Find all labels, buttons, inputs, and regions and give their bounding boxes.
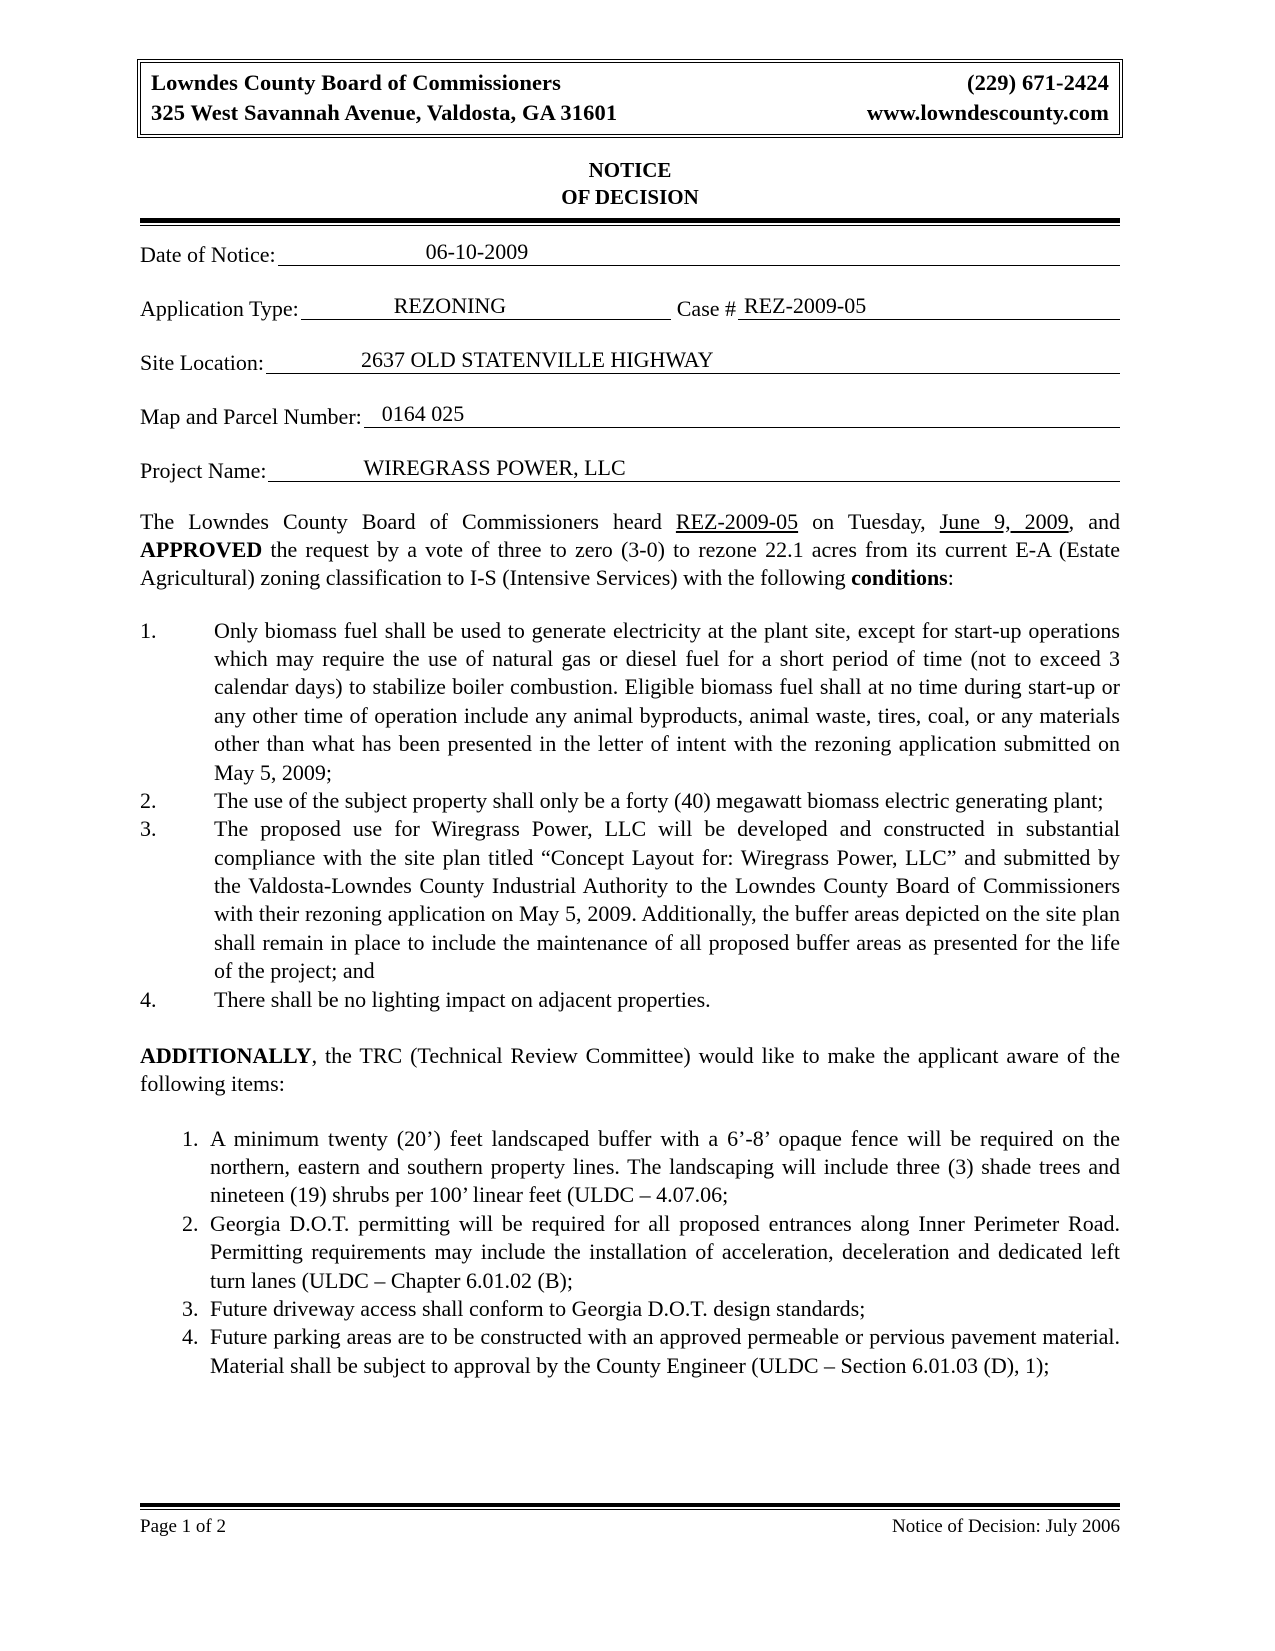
list-item-text: Future parking areas are to be constructed with an approved permeable or pervious pavement material. Material shall be subject to approval by the County Engineer (ULDC – Section 6.01.03 (D), 1); xyxy=(210,1324,1120,1378)
list-item xyxy=(140,787,1120,815)
list-item-number: 4. xyxy=(140,986,157,1012)
field-map-parcel-number xyxy=(140,400,1120,428)
application-type-field[interactable] xyxy=(301,292,671,320)
trc-items-list xyxy=(140,1125,1120,1380)
decision-conditions-word: conditions xyxy=(851,565,948,591)
list-item-text: There shall be no lighting impact on adjacent properties. xyxy=(214,986,711,1012)
title-line-1: NOTICE xyxy=(588,157,672,182)
date-of-notice-label: Date of Notice: xyxy=(140,241,276,267)
footer-divider xyxy=(140,1503,1120,1510)
additionally-paragraph xyxy=(140,1042,1120,1099)
list-item xyxy=(140,617,1120,787)
footer-row xyxy=(140,1516,1120,1539)
decision-text-e: : xyxy=(947,565,954,591)
case-number-value: REZ-2009-05 xyxy=(744,292,867,318)
letterhead-row-1 xyxy=(151,68,1109,98)
field-project-name xyxy=(140,454,1120,482)
application-type-value: REZONING xyxy=(393,292,507,318)
decision-case-number: REZ-2009-05 xyxy=(675,508,799,534)
form-revision: Notice of Decision: July 2006 xyxy=(892,1516,1120,1538)
list-item-text: A minimum twenty (20’) feet landscaped buffer with a 6’-8’ opaque fence will be required on the northern, eastern and southern property lines. The landscaping will include three (3) shade trees and nineteen (19) shrubs per 100’ linear feet (ULDC – 4.07.06; xyxy=(210,1125,1120,1208)
conditions-list xyxy=(140,617,1120,1014)
site-location-label: Site Location: xyxy=(140,349,265,375)
additionally-text: , the TRC (Technical Review Committee) would like to make the applicant aware of the following items: xyxy=(140,1042,1120,1097)
field-date-of-notice xyxy=(140,238,1120,266)
organization-name: Lowndes County Board of Commissioners xyxy=(151,70,561,95)
list-item-number: 3. xyxy=(182,1295,199,1321)
decision-text-d: the request by a vote of three to zero (3-0) to rezone 22.1 acres from its current E-A (Estate Agricultural) zoning classification to I-S (Intensive Services) with the following xyxy=(140,536,1120,591)
list-item xyxy=(140,1323,1120,1380)
decision-text-b: on Tuesday, xyxy=(798,508,940,534)
list-item xyxy=(140,815,1120,985)
letterhead-row-2 xyxy=(151,98,1109,128)
list-item-text: Future driveway access shall conform to Georgia D.O.T. design standards; xyxy=(210,1295,866,1321)
page-title xyxy=(140,157,1120,211)
list-item-number: 2. xyxy=(140,787,157,813)
project-name-value: WIREGRASS POWER, LLC xyxy=(363,454,626,480)
page-footer xyxy=(140,1503,1120,1539)
map-parcel-field[interactable] xyxy=(364,400,1120,428)
office-address: 325 West Savannah Avenue, Valdosta, GA 31601 xyxy=(151,99,618,125)
decision-text-a: The Lowndes County Board of Commissioners heard xyxy=(140,508,676,534)
list-item xyxy=(140,986,1120,1014)
field-application-type xyxy=(140,292,1120,320)
application-type-label: Application Type: xyxy=(140,295,299,321)
project-name-label: Project Name: xyxy=(140,457,267,483)
decision-status: APPROVED xyxy=(140,536,263,562)
decision-paragraph xyxy=(140,508,1120,593)
decision-hearing-date: June 9, 2009 xyxy=(939,508,1069,534)
website-url[interactable]: www.lowndescounty.com xyxy=(866,99,1109,125)
map-parcel-label: Map and Parcel Number: xyxy=(140,403,362,429)
list-item-number: 1. xyxy=(140,617,157,643)
letterhead-box xyxy=(140,62,1120,135)
list-item-text: The proposed use for Wiregrass Power, LLC will be developed and constructed in substantial compliance with the site plan titled “Concept Layout for: Wiregrass Power, LLC” and submitted by the Valdosta-Lowndes County Industrial Authority to the Lowndes County Board of Commissioners with their rezoning application on May 5, 2009. Additionally, the buffer areas depicted on the site plan shall remain in place to include the maintenance of all proposed buffer areas as presented for the life of the project; and xyxy=(214,816,1120,984)
list-item-number: 2. xyxy=(182,1210,199,1236)
field-site-location xyxy=(140,346,1120,374)
case-number-field[interactable] xyxy=(738,292,1120,320)
list-item-text: Georgia D.O.T. permitting will be required for all proposed entrances along Inner Perimeter Road. Permitting requirements may include the installation of acceleration, deceleration and dedicated left turn lanes (ULDC – Chapter 6.01.02 (B); xyxy=(210,1210,1120,1293)
additionally-keyword: ADDITIONALLY xyxy=(140,1042,312,1068)
date-of-notice-value: 06-10-2009 xyxy=(425,238,529,264)
page-number: Page 1 of 2 xyxy=(140,1516,227,1538)
site-location-field[interactable] xyxy=(266,346,1120,374)
list-item-number: 1. xyxy=(182,1125,199,1151)
list-item xyxy=(140,1295,1120,1323)
decision-text-c: , and xyxy=(1068,508,1120,534)
list-item-text: The use of the subject property shall only be a forty (40) megawatt biomass electric generating plant; xyxy=(214,787,1104,813)
date-of-notice-field[interactable] xyxy=(278,238,1120,266)
project-name-field[interactable] xyxy=(268,454,1120,482)
list-item xyxy=(140,1210,1120,1295)
title-line-2: OF DECISION xyxy=(561,184,699,209)
map-parcel-value: 0164 025 xyxy=(381,400,465,426)
form-fields xyxy=(140,238,1120,482)
phone-number: (229) 671-2424 xyxy=(966,70,1109,95)
case-number-label: Case # xyxy=(676,295,737,321)
list-item-text: Only biomass fuel shall be used to generate electricity at the plant site, except for start-up operations which may require the use of natural gas or diesel fuel for a short period of time (not to exceed 3 calendar days) to stabilize boiler combustion. Eligible biomass fuel shall at no time during start-up or any other time of operation include any animal byproducts, animal waste, tires, coal, or any materials other than what has been presented in the letter of intent with the rezoning application submitted on May 5, 2009; xyxy=(214,617,1120,785)
list-item-number: 3. xyxy=(140,816,157,842)
site-location-value: 2637 OLD STATENVILLE HIGHWAY xyxy=(361,346,714,372)
list-item-number: 4. xyxy=(182,1324,199,1350)
title-divider xyxy=(140,218,1120,226)
list-item xyxy=(140,1125,1120,1210)
